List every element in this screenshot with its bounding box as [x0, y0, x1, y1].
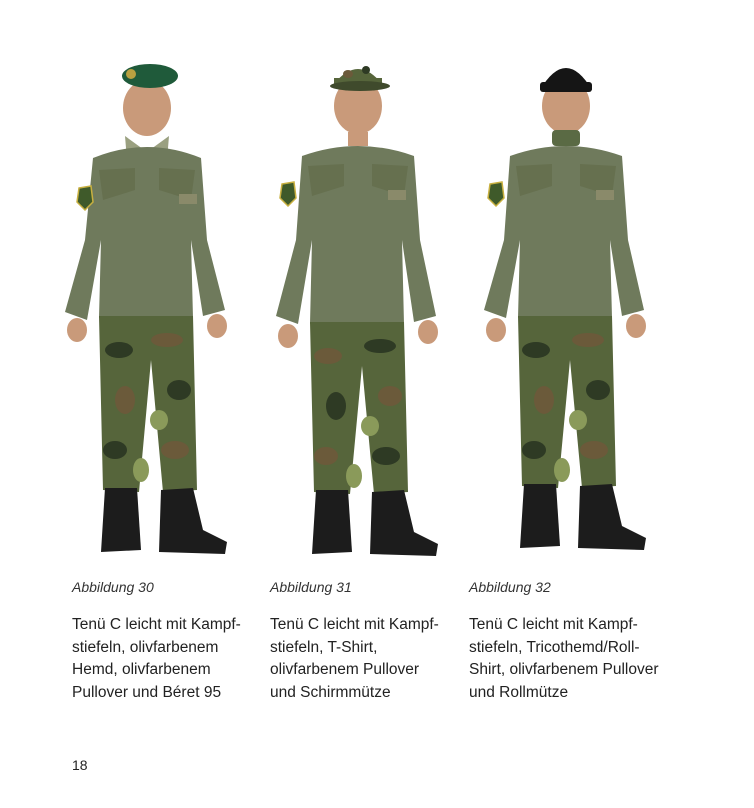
caption-line: Shirt, olivfarbenem Pullover: [469, 661, 659, 678]
caption-line: und Rollmütze: [469, 683, 569, 701]
figure-32-caption: [469, 614, 669, 704]
figure-32-photo: [470, 40, 660, 570]
caption-line: stiefeln, Tricothemd/Roll-: [469, 638, 640, 656]
figure-31-label: Abbildung 31: [270, 579, 352, 595]
figure-31-caption: [270, 614, 470, 704]
figure-30-photo: [55, 40, 245, 570]
figure-30-label: Abbildung 30: [72, 579, 154, 595]
caption-line: Tenü C leicht mit Kampf-: [469, 616, 638, 633]
caption-line: Pullover und Béret 95: [72, 683, 222, 701]
soldier-beret-illustration: [55, 40, 245, 570]
caption-line: stiefeln, T-Shirt,: [270, 638, 378, 656]
soldier-beanie-illustration: [470, 40, 660, 570]
caption-line: Hemd, olivfarbenem: [72, 661, 211, 678]
caption-line: Tenü C leicht mit Kampf-: [270, 616, 439, 633]
figure-30-caption: [72, 614, 272, 704]
caption-line: olivfarbenem Pullover: [270, 661, 420, 678]
soldier-cap-illustration: [262, 40, 452, 570]
page-number: 18: [72, 757, 88, 773]
caption-line: Tenü C leicht mit Kampf-: [72, 616, 241, 633]
figure-32-label: Abbildung 32: [469, 579, 551, 595]
caption-line: stiefeln, olivfarbenem: [72, 638, 219, 656]
figure-31-photo: [262, 40, 452, 570]
caption-line: und Schirmmütze: [270, 683, 391, 701]
